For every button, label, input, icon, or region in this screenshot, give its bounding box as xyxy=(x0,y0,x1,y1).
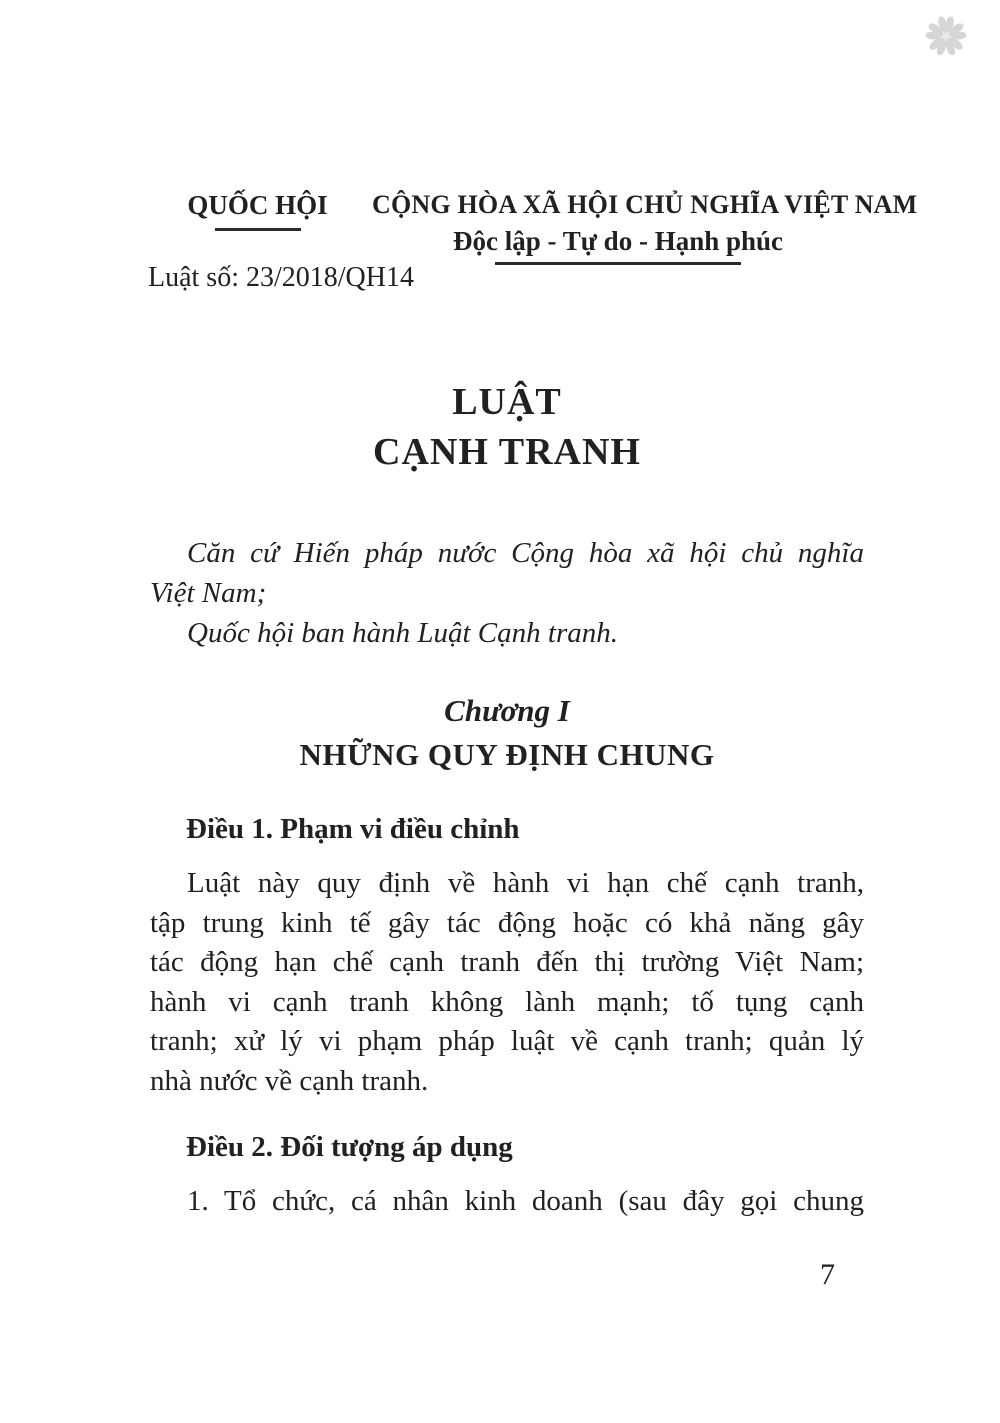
article1-line: tập trung kinh tế gây tác động hoặc có khả năng gây xyxy=(150,906,864,939)
chapter-number: Chương I xyxy=(444,693,570,728)
preamble-line: Căn cứ Hiến pháp nước Cộng hòa xã hội chủ nghĩa xyxy=(187,537,864,569)
header-issuer-block xyxy=(150,190,365,231)
chapter-heading xyxy=(150,690,864,775)
document-title-line2: CẠNH TRANH xyxy=(373,431,641,473)
document-title-line1: LUẬT xyxy=(452,381,562,423)
page-number: 7 xyxy=(820,1258,835,1291)
article1-heading: Điều 1. Phạm vi điều chỉnh xyxy=(186,813,520,845)
article1-body xyxy=(150,864,864,1101)
preamble-line: Quốc hội ban hành Luật Cạnh tranh. xyxy=(187,617,618,649)
national-motto: Độc lập - Tự do - Hạnh phúc xyxy=(452,226,784,256)
document-title xyxy=(150,380,864,474)
preamble xyxy=(150,533,864,653)
issuer-underline xyxy=(215,228,301,231)
national-title: CỘNG HÒA XÃ HỘI CHỦ NGHĨA VIỆT NAM xyxy=(372,190,918,219)
article1-line: tranh; xử lý vi phạm pháp luật về cạnh tranh; quản lý xyxy=(150,1025,864,1057)
article1-line: Luật này quy định về hành vi hạn chế cạnh tranh, xyxy=(187,867,864,899)
flower-ornament-icon xyxy=(923,13,969,59)
header-national-block xyxy=(372,190,918,265)
article2-heading: Điều 2. Đối tượng áp dụng xyxy=(186,1131,513,1163)
article1-line: hành vi cạnh tranh không lành mạnh; tố tụng cạnh xyxy=(150,985,864,1018)
article1-line: nhà nước về cạnh tranh. xyxy=(150,1064,429,1097)
chapter-title: NHỮNG QUY ĐỊNH CHUNG xyxy=(299,737,715,772)
article2-body xyxy=(150,1182,864,1222)
article1-line: tác động hạn chế cạnh tranh đến thị trường Việt Nam; xyxy=(150,946,864,978)
preamble-line: Việt Nam; xyxy=(150,577,267,609)
article2-line: 1. Tổ chức, cá nhân kinh doanh (sau đây gọi chung xyxy=(187,1185,864,1217)
motto-underline xyxy=(495,262,741,265)
issuer-name: QUỐC HỘI xyxy=(187,190,328,220)
law-number: Luật số: 23/2018/QH14 xyxy=(148,262,414,293)
